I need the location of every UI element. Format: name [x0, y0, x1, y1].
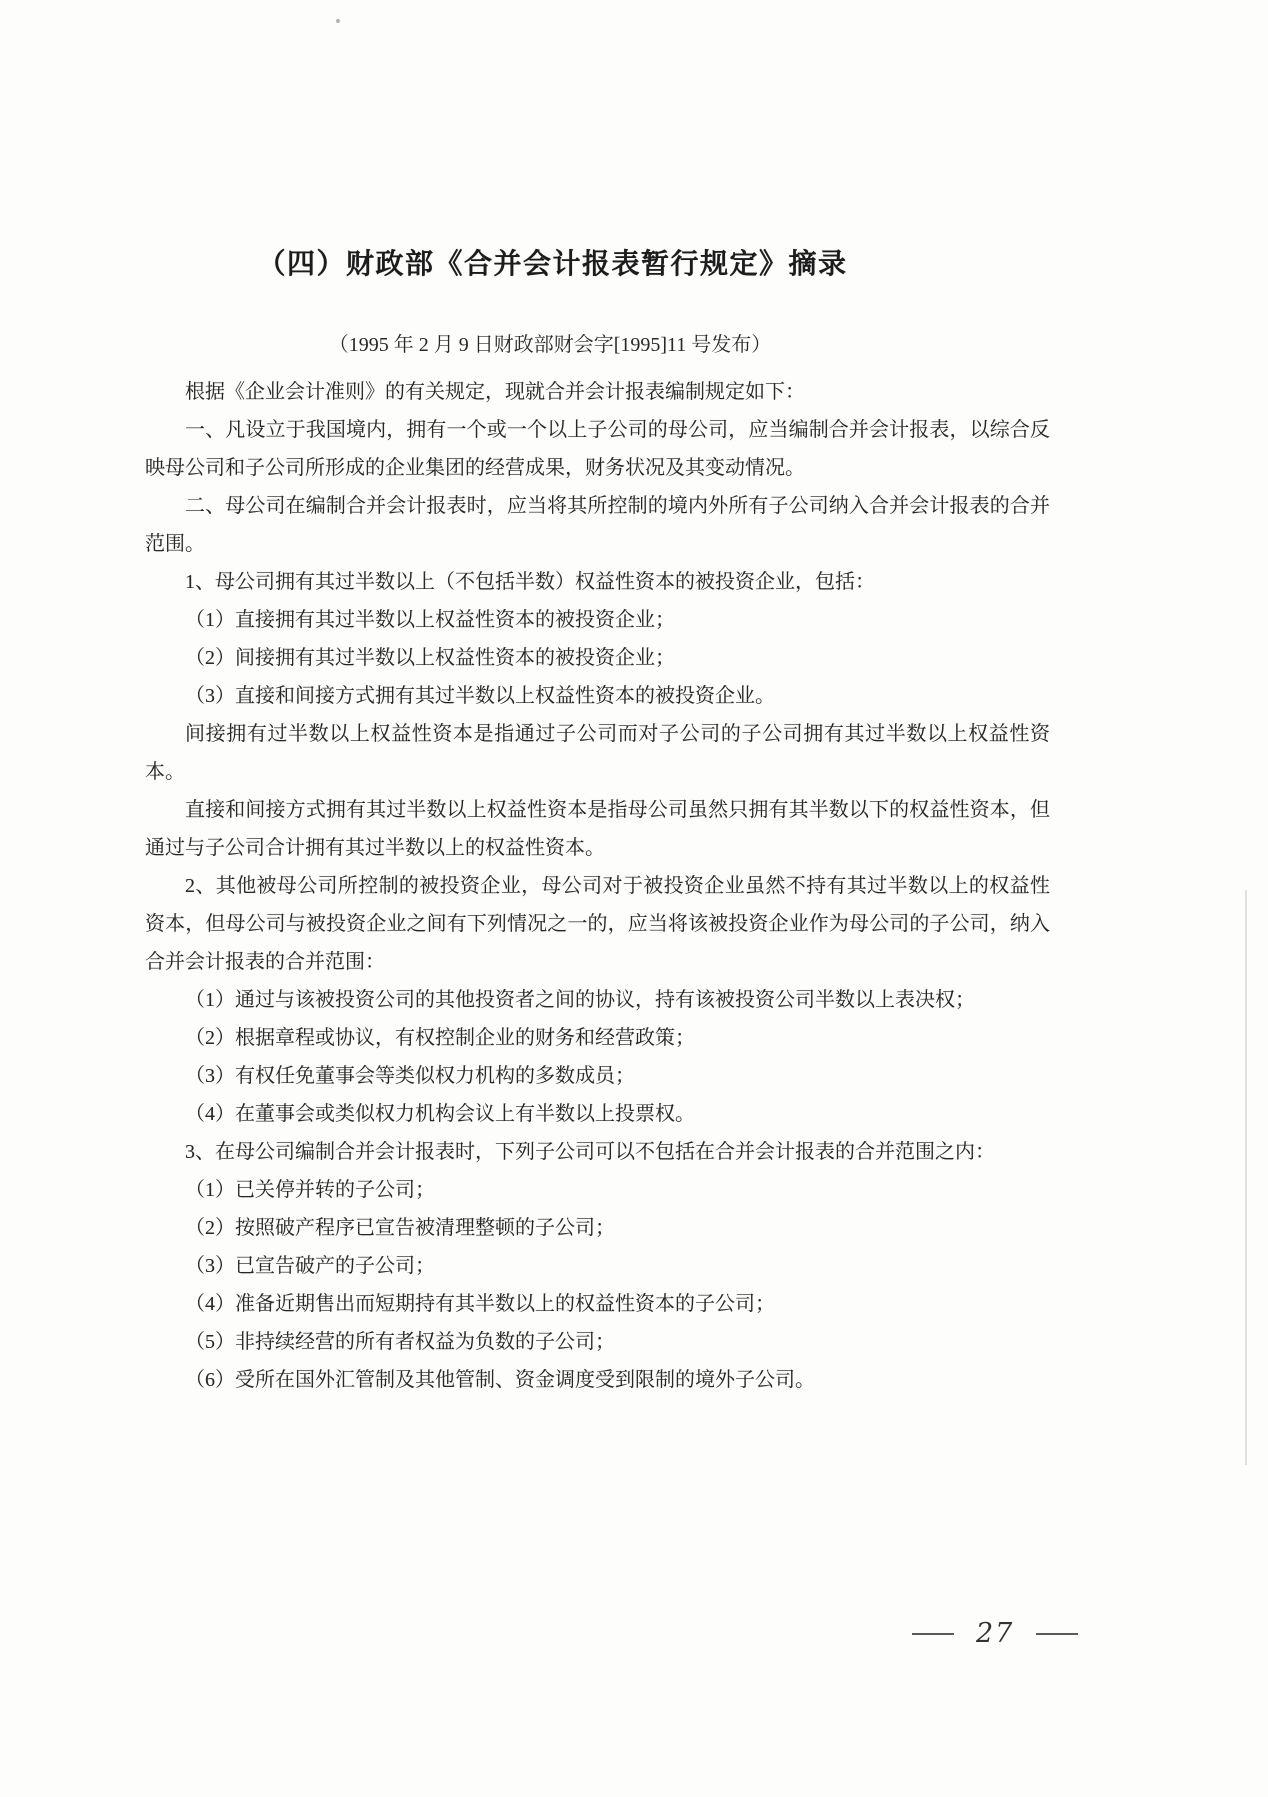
scan-line-artifact [1245, 890, 1247, 1465]
paragraph: （2）按照破产程序已宣告被清理整顿的子公司； [185, 1217, 615, 1239]
paragraph: 2、其他被母公司所控制的被投资企业，母公司对于被投资企业虽然不持有其过半数以上的权益性资本，但母公司与被投资企业之间有下列情况之一的，应当将该被投资企业作为母公司的子公司，纳入合并会计报表的合并范围： [145, 875, 1050, 973]
paragraph: 间接拥有过半数以上权益性资本是指通过子公司而对子公司的子公司拥有其过半数以上权益性资本。 [145, 723, 1050, 783]
paragraph: （1）直接拥有其过半数以上权益性资本的被投资企业； [185, 609, 675, 631]
paragraph: （6）受所在国外汇管制及其他管制、资金调度受到限制的境外子公司。 [185, 1369, 815, 1391]
paragraph: （1）已关停并转的子公司； [185, 1179, 435, 1201]
paragraph: （4）准备近期售出而短期持有其半数以上的权益性资本的子公司； [185, 1293, 775, 1315]
paragraph: 3、在母公司编制合并会计报表时，下列子公司可以不包括在合并会计报表的合并范围之内： [185, 1141, 995, 1163]
page-number-dash-left [912, 1633, 954, 1635]
scan-speck-artifact [336, 19, 340, 23]
paragraph: （3）有权任免董事会等类似权力机构的多数成员； [185, 1065, 635, 1087]
paragraph: （3）已宣告破产的子公司； [185, 1255, 435, 1277]
paragraph: （4）在董事会或类似权力机构会议上有半数以上投票权。 [185, 1103, 695, 1125]
paragraph: 一、凡设立于我国境内，拥有一个或一个以上子公司的母公司，应当编制合并会计报表，以综合反映母公司和子公司所形成的企业集团的经营成果，财务状况及其变动情况。 [145, 419, 1050, 479]
paragraph: 根据《企业会计准则》的有关规定，现就合并会计报表编制规定如下： [185, 381, 805, 403]
paragraph: （2）间接拥有其过半数以上权益性资本的被投资企业； [185, 647, 675, 669]
document-title: （四）财政部《合并会计报表暂行规定》摘录 [257, 249, 848, 280]
paragraph: （2）根据章程或协议，有权控制企业的财务和经营政策； [185, 1027, 695, 1049]
paragraph: （1）通过与该被投资公司的其他投资者之间的协议，持有该被投资公司半数以上表决权； [185, 989, 975, 1011]
paragraph: （3）直接和间接方式拥有其过半数以上权益性资本的被投资企业。 [185, 685, 775, 707]
document-body [145, 373, 1050, 1399]
paragraph: （5）非持续经营的所有者权益为负数的子公司； [185, 1331, 615, 1353]
paragraph: 1、母公司拥有其过半数以上（不包括半数）权益性资本的被投资企业，包括： [185, 571, 875, 593]
document-content [145, 242, 1050, 1399]
page-number-dash-right [1036, 1633, 1078, 1635]
page-number [912, 1618, 1078, 1649]
paragraph: 二、母公司在编制合并会计报表时，应当将其所控制的境内外所有子公司纳入合并会计报表的合并范围。 [145, 495, 1050, 555]
paragraph: 直接和间接方式拥有其过半数以上权益性资本是指母公司虽然只拥有其半数以下的权益性资本，但通过与子公司合计拥有其过半数以上的权益性资本。 [145, 799, 1050, 859]
issuance-line: （1995 年 2 月 9 日财政部财会字[1995]11 号发布） [328, 334, 772, 356]
page-number-value: 27 [976, 1618, 1015, 1649]
